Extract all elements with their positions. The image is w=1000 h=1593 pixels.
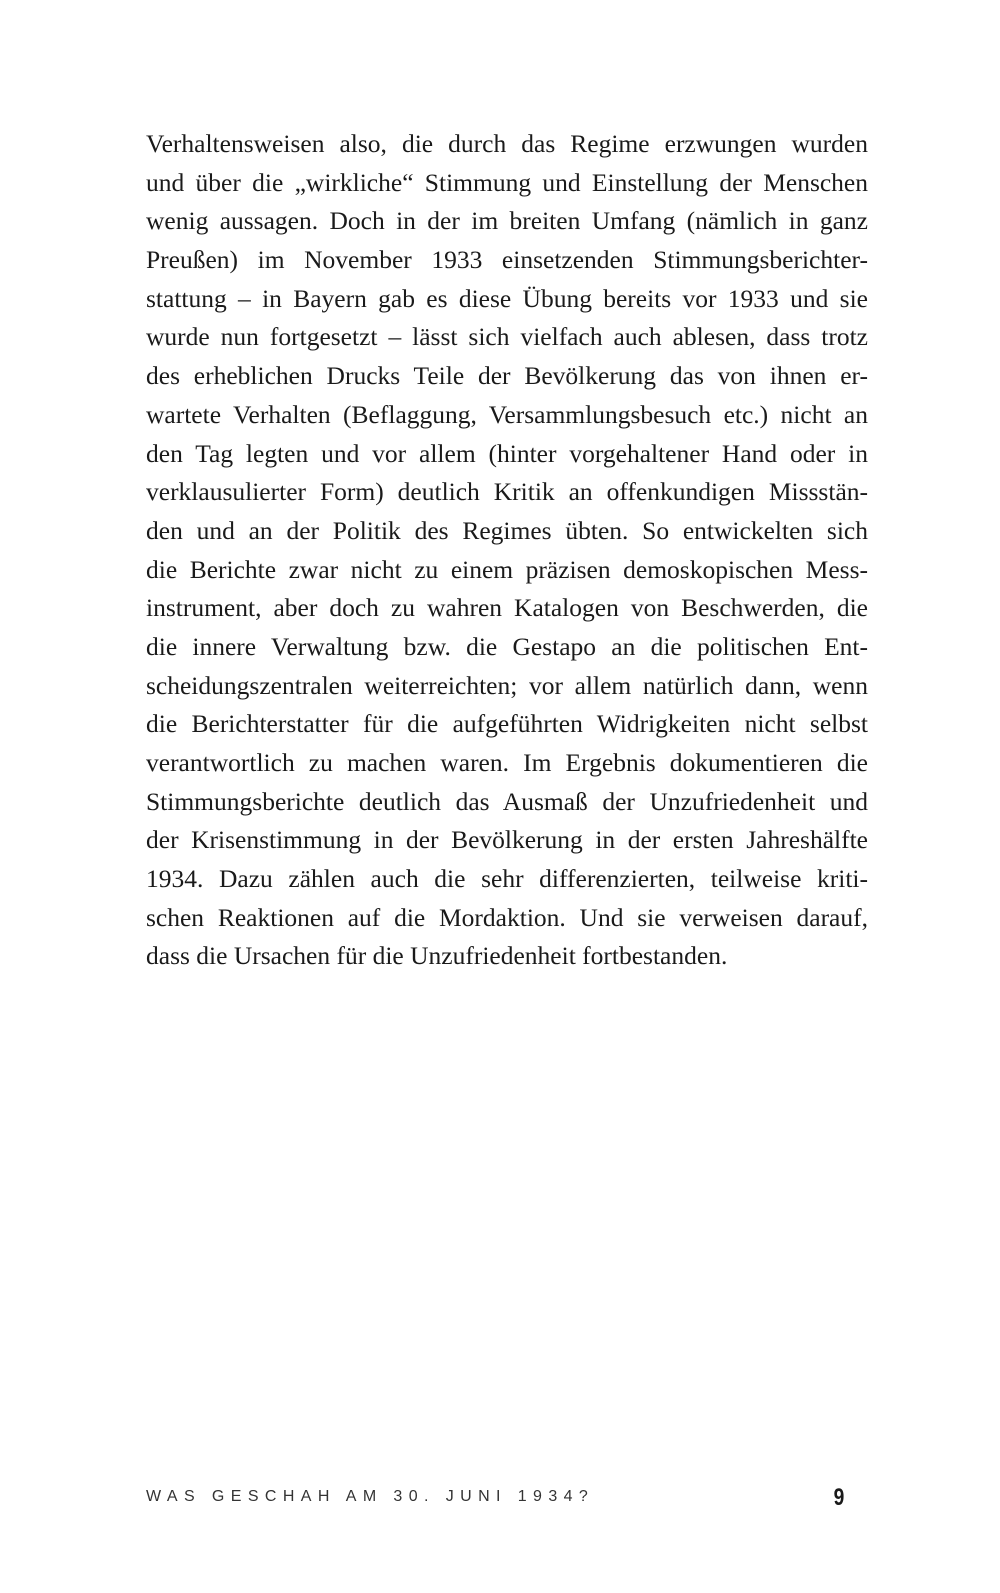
text-line: dass die Ursachen für die Unzufriedenheit fortbestanden. [146,941,728,971]
text-line: des erheblichen Drucks Teile der Bevölkerung das von ihnen er- [146,361,868,391]
text-line: stattung – in Bayern gab es diese Übung bereits vor 1933 und sie [146,283,868,313]
text-line: die Berichte zwar nicht zu einem präzisen demoskopischen Mess- [146,554,868,584]
page-footer [146,1484,846,1514]
text-line: verklausulierter Form) deutlich Kritik an offenkundigen Missstän- [146,477,868,507]
text-line: scheidungszentralen weiterreichten; vor allem natürlich dann, wenn [146,670,868,700]
text-line: 1934. Dazu zählen auch die sehr differenzierten, teilweise kriti- [146,864,868,894]
text-line: Verhaltensweisen also, die durch das Regime erzwungen wurden [146,129,868,158]
text-line: wenig aussagen. Doch in der im breiten Umfang (nämlich in ganz [146,206,868,236]
text-line: der Krisenstimmung in der Bevölkerung in der ersten Jahreshälfte [146,825,868,855]
page-number: 9 [833,1484,844,1511]
text-line: wartete Verhalten (Beflaggung, Versammlungsbesuch etc.) nicht an [146,399,868,429]
text-line: Preußen) im November 1933 einsetzenden Stimmungsberichter- [146,245,868,275]
text-line: die Berichterstatter für die aufgeführten Widrigkeiten nicht selbst [146,709,868,739]
running-title: WAS GESCHAH AM 30. JUNI 1934? [146,1488,595,1505]
text-line: Stimmungsberichte deutlich das Ausmaß der Unzufriedenheit und [146,786,868,816]
text-line: verantwortlich zu machen waren. Im Ergebnis dokumentieren die [146,748,868,777]
text-line: wurde nun fortgesetzt – lässt sich vielfach auch ablesen, dass trotz [146,322,868,352]
text-line: und über die „wirkliche“ Stimmung und Einstellung der Menschen [146,167,868,197]
text-line: schen Reaktionen auf die Mordaktion. Und sie verweisen darauf, [146,902,868,932]
text-line: die innere Verwaltung bzw. die Gestapo an die politischen Ent- [146,631,868,661]
body-text [146,125,868,976]
text-line: instrument, aber doch zu wahren Katalogen von Beschwerden, die [146,593,868,623]
text-line: den und an der Politik des Regimes übten. So entwickelten sich [146,515,868,545]
text-line: den Tag legten und vor allem (hinter vorgehaltener Hand oder in [146,438,868,468]
